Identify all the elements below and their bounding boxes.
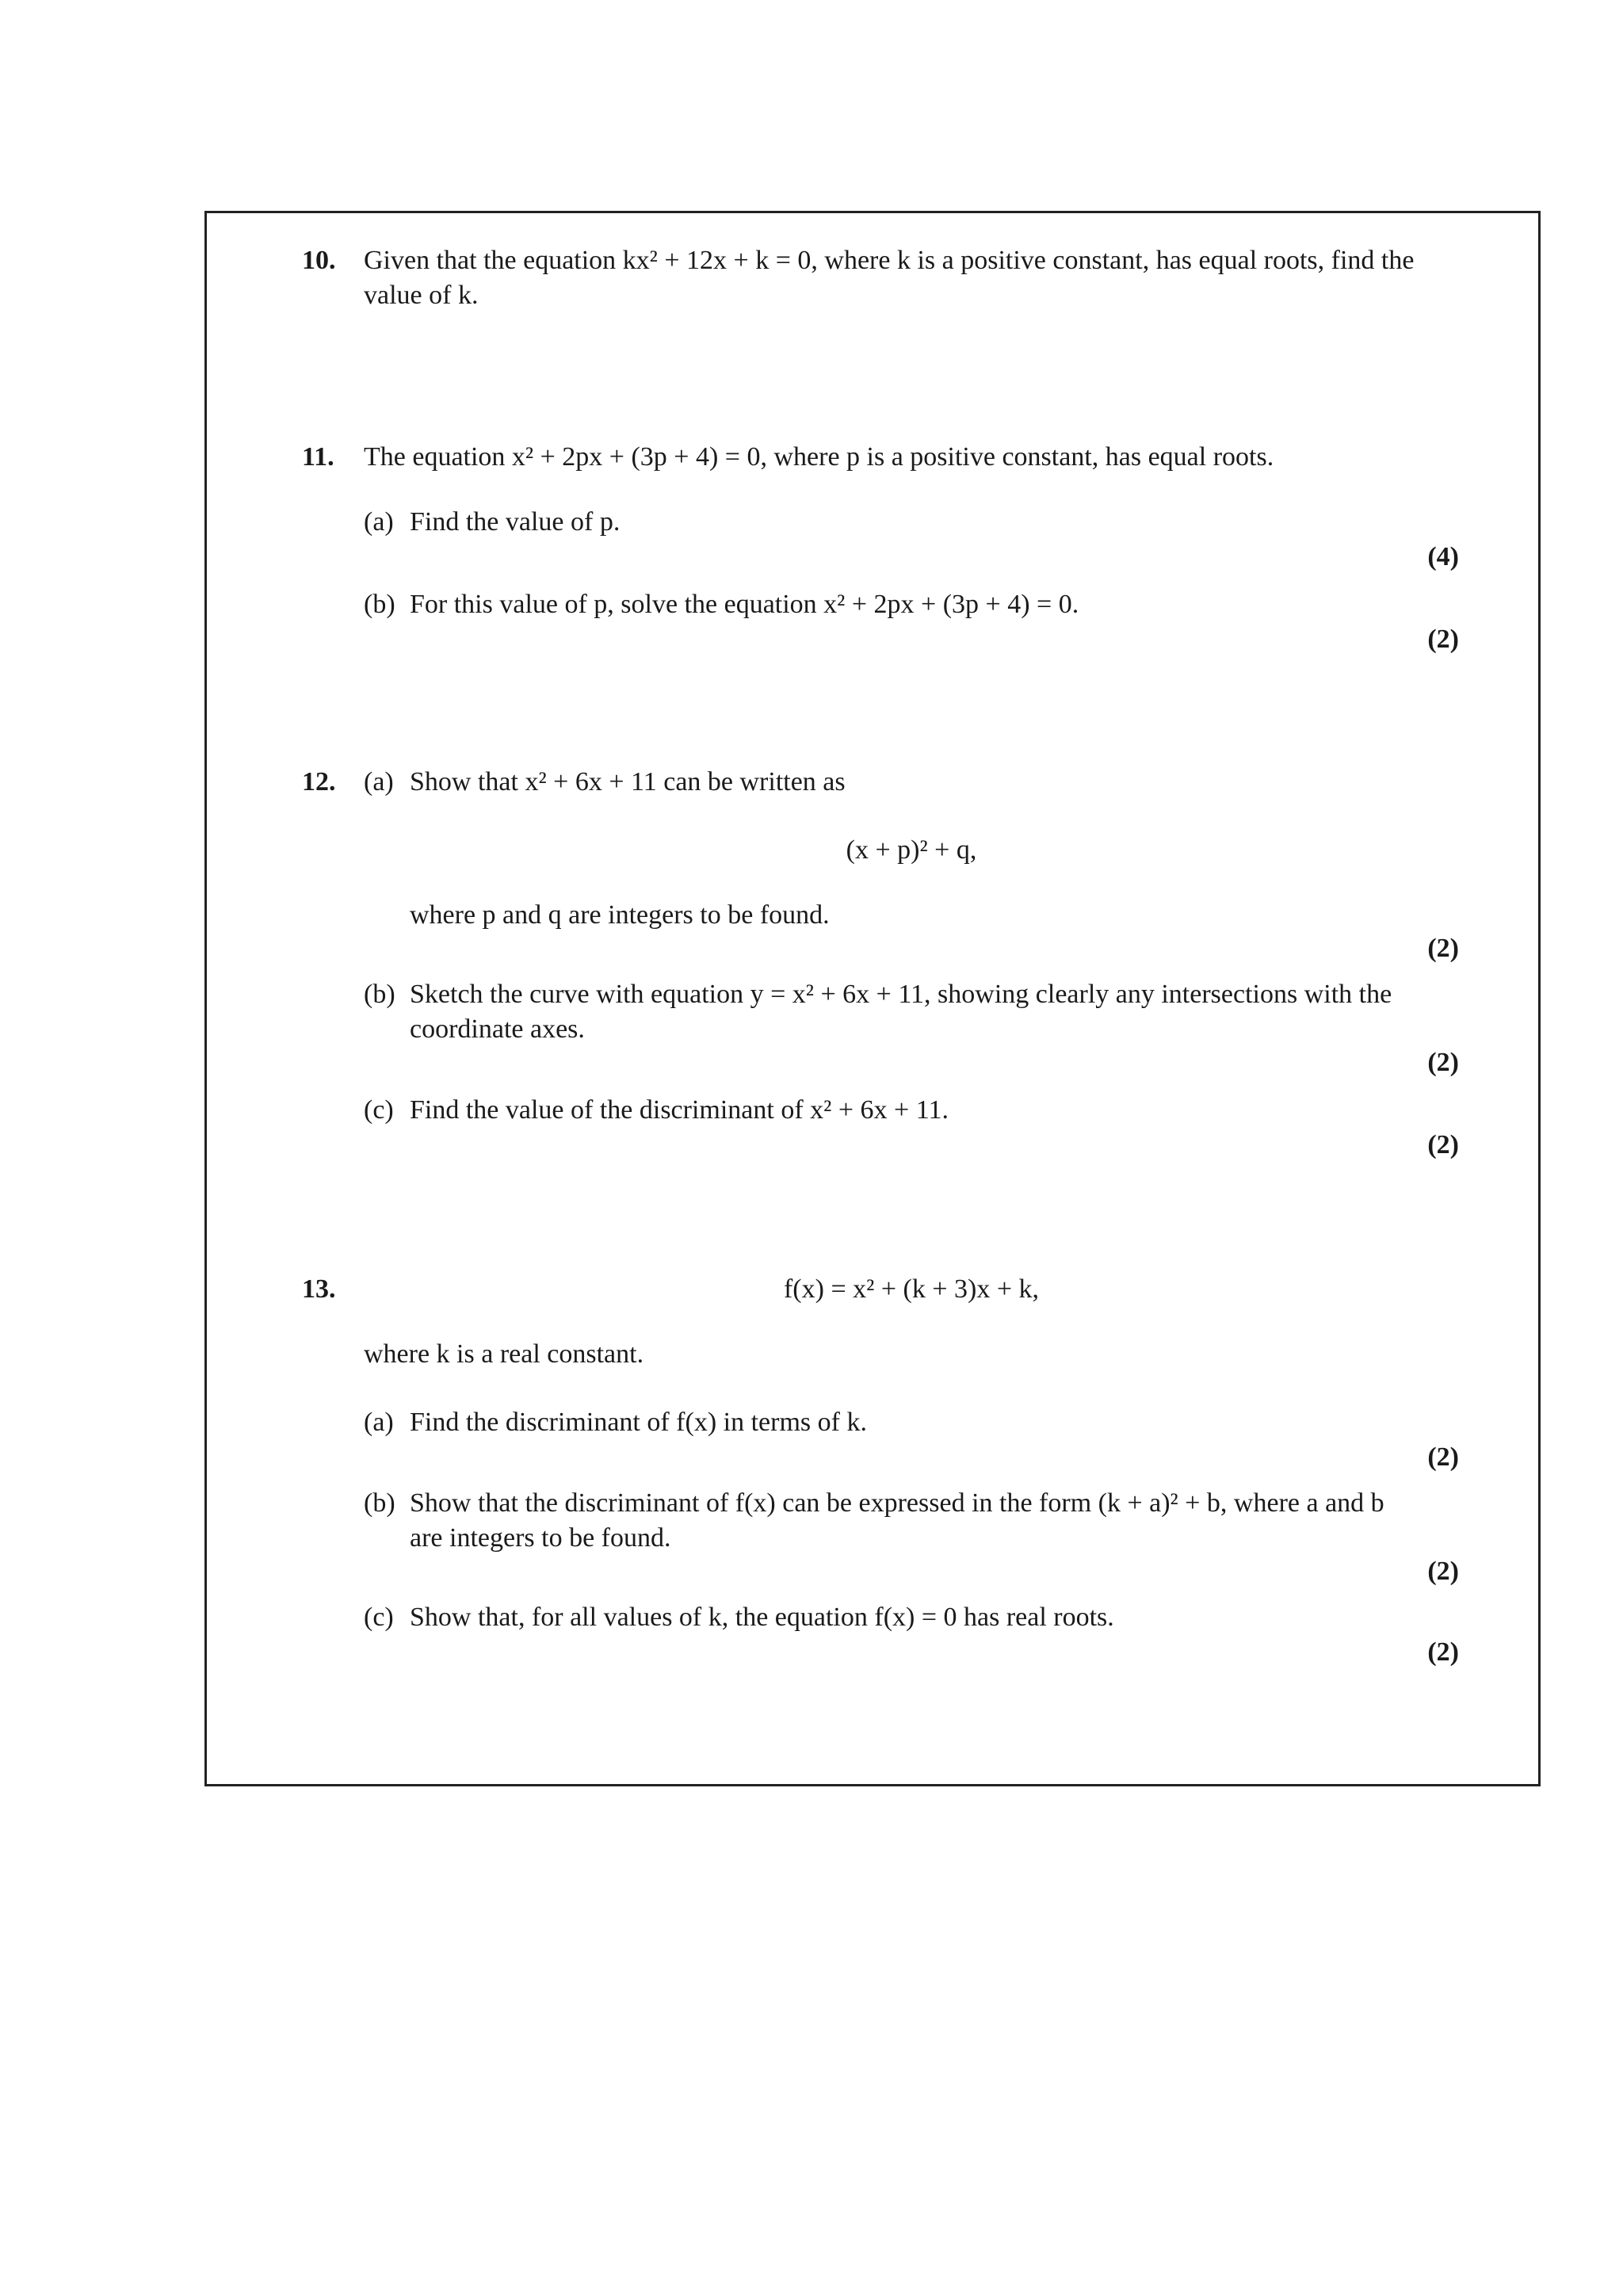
part-line: Show that the discriminant of f(x) can be expressed in the form (k + a)² + b, where a and b xyxy=(410,1488,1384,1518)
marks-label: (2) xyxy=(1427,934,1459,963)
part-text xyxy=(410,977,1459,1047)
part-label: (c) xyxy=(364,1095,394,1125)
question-stem: The equation x² + 2px + (3p + 4) = 0, where p is a positive constant, has equal roots. xyxy=(364,442,1274,472)
part-label: (c) xyxy=(364,1603,394,1632)
formula: (x + p)² + q, xyxy=(846,835,977,865)
part-text xyxy=(410,1486,1459,1556)
question-10 xyxy=(302,243,1459,323)
question-line: value of k. xyxy=(364,281,479,310)
marks-label: (2) xyxy=(1427,1130,1459,1159)
part-text: For this value of p, solve the equation x² + 2px + (3p + 4) = 0. xyxy=(410,590,1079,619)
question-number: 12. xyxy=(302,767,336,797)
part-text: Find the value of p. xyxy=(410,507,621,537)
question-line: Given that the equation kx² + 12x + k = 0, where k is a positive constant, has equal roots, find the xyxy=(364,246,1415,275)
question-number: 10. xyxy=(302,246,336,275)
question-number: 13. xyxy=(302,1274,336,1304)
part-text: Show that, for all values of k, the equation f(x) = 0 has real roots. xyxy=(410,1603,1114,1632)
part-line: are integers to be found. xyxy=(410,1523,671,1553)
marks-label: (4) xyxy=(1427,542,1459,571)
question-11 xyxy=(302,440,1459,662)
question-13 xyxy=(302,1272,1459,1716)
part-text: Show that x² + 6x + 11 can be written as xyxy=(410,767,846,797)
part-label: (a) xyxy=(364,767,394,797)
question-text: where k is a real constant. xyxy=(364,1339,644,1369)
marks-label: (2) xyxy=(1427,1048,1459,1077)
part-line: Sketch the curve with equation y = x² + 6x + 11, showing clearly any intersections with the xyxy=(410,980,1392,1009)
marks-label: (2) xyxy=(1427,1637,1459,1667)
question-box xyxy=(204,211,1541,1786)
question-12 xyxy=(302,765,1459,1177)
question-number: 11. xyxy=(302,442,334,472)
part-text: Find the discriminant of f(x) in terms of k. xyxy=(410,1408,867,1437)
part-label: (b) xyxy=(364,980,395,1009)
part-line: coordinate axes. xyxy=(410,1014,585,1044)
marks-label: (2) xyxy=(1427,1442,1459,1472)
part-text: where p and q are integers to be found. xyxy=(410,900,830,930)
marks-label: (2) xyxy=(1427,1557,1459,1586)
part-label: (a) xyxy=(364,507,394,537)
part-text: Find the value of the discriminant of x² + 6x + 11. xyxy=(410,1095,949,1125)
part-label: (b) xyxy=(364,590,395,619)
part-label: (a) xyxy=(364,1408,394,1437)
part-label: (b) xyxy=(364,1488,395,1518)
marks-label: (2) xyxy=(1427,625,1459,654)
question-text xyxy=(364,243,1459,313)
formula: f(x) = x² + (k + 3)x + k, xyxy=(783,1274,1039,1304)
